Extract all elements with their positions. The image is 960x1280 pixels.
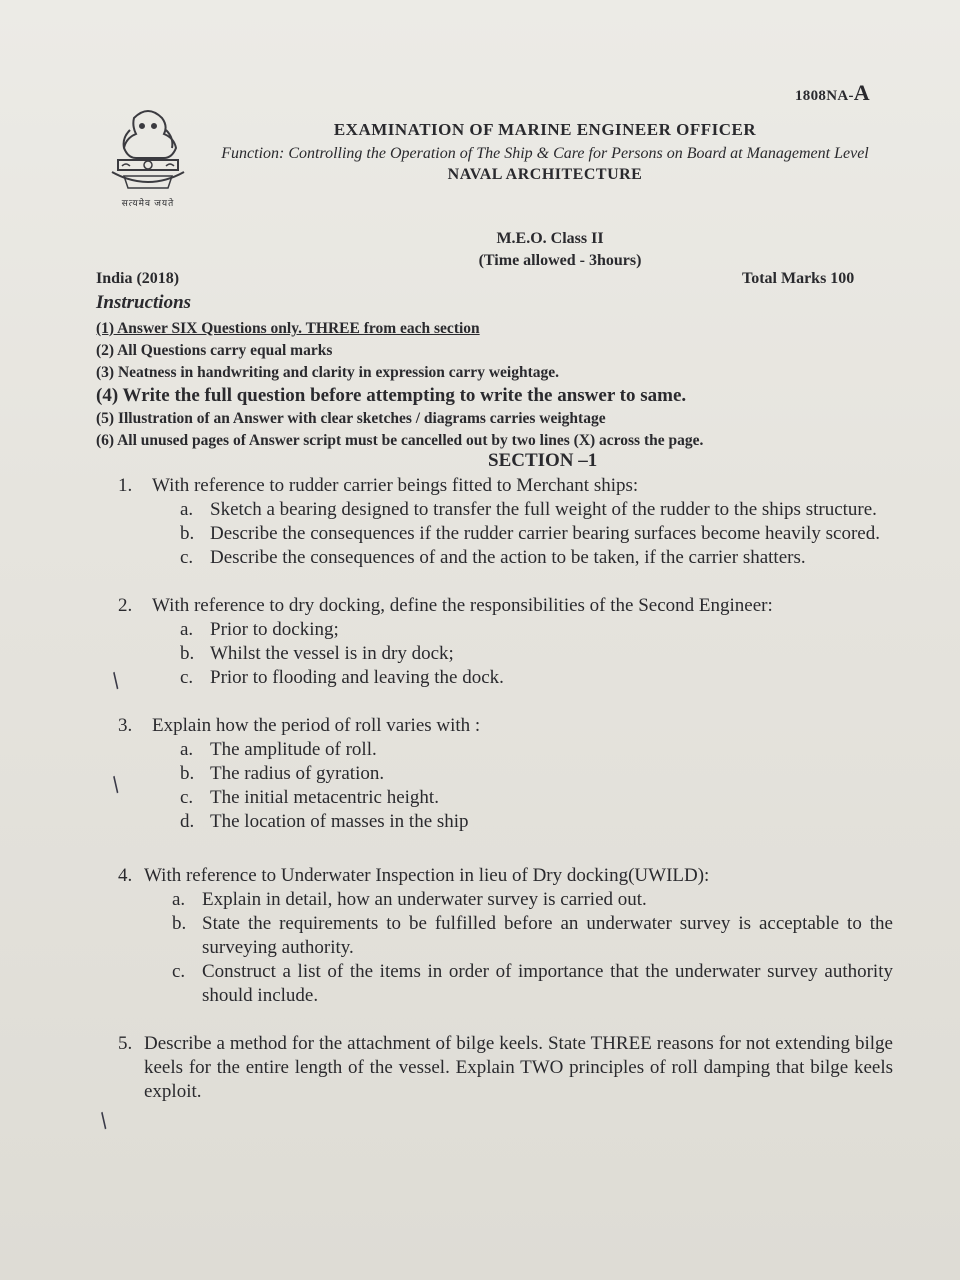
time-allowed: (Time allowed - 3hours) [478,252,642,269]
question-text: With reference to dry docking, define the responsibilities of the Second Engineer: [152,595,773,616]
instruction-item: (4) Write the full question before attempting to write the answer to same. [96,385,687,406]
question-number: 1. [118,475,133,496]
sub-question [180,642,893,666]
paper-code [795,80,870,106]
paper-code-prefix: 1808NA- [795,88,854,104]
sub-question-letter: c. [180,787,194,808]
question [118,864,893,1008]
section-title: SECTION –1 [488,450,598,471]
sub-question [180,522,893,546]
sub-question [180,666,893,690]
sub-question-letter: a. [180,619,194,640]
instruction-item: (1) Answer SIX Questions only. THREE from each section [96,320,480,337]
sub-question [180,498,893,522]
pen-tick-mark-icon: / [106,771,125,797]
sub-question-letter: a. [172,889,186,910]
question-text: Describe a method for the attachment of bilge keels. State THREE reasons for not extending bilge keels for the entire length of the vessel. Explain TWO principles of roll damping that bilge keels exploit. [144,1033,893,1102]
question [118,1032,893,1104]
sub-question-text: Sketch a bearing designed to transfer the full weight of the rudder to the ships structure. [210,499,877,520]
exam-title: EXAMINATION OF MARINE ENGINEER OFFICER [333,120,757,139]
instruction-item: (2) All Questions carry equal marks [96,342,333,359]
question-number: 5. [118,1033,133,1054]
class-block [380,228,720,272]
country-year: India (2018) [96,270,180,287]
sub-question [172,912,893,960]
instruction-item: (5) Illustration of an Answer with clear sketches / diagrams carries weightage [96,410,606,427]
question-text: With reference to rudder carrier beings fitted to Merchant ships: [152,475,639,496]
sub-question-letter: b. [180,523,195,544]
paper-code-suffix: A [853,80,870,105]
total-marks: Total Marks 100 [742,270,855,287]
lion-capital-icon [104,100,192,194]
sub-question-text: Describe the consequences if the rudder carrier bearing surfaces become heavily scored. [210,523,880,544]
sub-question-letter: b. [180,643,195,664]
sub-question [180,546,893,570]
question [118,714,893,834]
instructions-heading: Instructions [96,292,192,313]
national-emblem [104,100,192,212]
sub-question-text: Prior to docking; [210,619,339,640]
sub-question-letter: b. [180,763,195,784]
question-number: 4. [118,865,133,886]
sub-question-text: State the requirements to be fulfilled before an underwater survey is acceptable to the surveying authority. [202,913,893,958]
sub-question-text: The amplitude of roll. [210,739,377,760]
instruction-item: (6) All unused pages of Answer script must be cancelled out by two lines (X) across the page. [96,432,704,449]
sub-question-text: Construct a list of the items in order of importance that the underwater survey authority should include. [202,961,893,1006]
sub-question-text: Prior to flooding and leaving the dock. [210,667,504,688]
question-text: Explain how the period of roll varies with : [152,715,481,736]
question-text: With reference to Underwater Inspection in lieu of Dry docking(UWILD): [144,865,710,886]
sub-question [180,762,893,786]
sub-question [172,888,893,912]
question-number: 3. [118,715,133,736]
sub-question-letter: c. [180,667,194,688]
sub-question-text: Explain in detail, how an underwater survey is carried out. [202,889,647,910]
sub-question-text: The location of masses in the ship [210,811,469,832]
sub-question [180,738,893,762]
sub-question-text: The initial metacentric height. [210,787,439,808]
subject-title: NAVAL ARCHITECTURE [447,166,643,183]
class-name: M.E.O. Class II [496,230,604,247]
sub-question [180,810,893,834]
function-line: Function: Controlling the Operation of The Ship & Care for Persons on Board at Management Level [221,145,869,162]
question-number: 2. [118,595,133,616]
sub-question-letter: a. [180,739,194,760]
sub-question-letter: d. [180,811,195,832]
pen-tick-mark-icon: / [94,1107,113,1133]
instruction-item: (3) Neatness in handwriting and clarity in expression carry weightage. [96,364,559,381]
emblem-caption: सत्यमेव जयते [121,198,175,208]
sub-question-text: Describe the consequences of and the action to be taken, if the carrier shatters. [210,547,806,568]
sub-question-letter: c. [180,547,194,568]
instructions-list [96,318,896,452]
sub-question-text: The radius of gyration. [210,763,385,784]
question [118,474,893,570]
question [118,594,893,690]
questions-list [118,474,893,1104]
sub-question-text: Whilst the vessel is in dry dock; [210,643,454,664]
sub-question-letter: c. [172,961,186,982]
sub-question [180,618,893,642]
pen-tick-mark-icon: / [106,667,125,693]
sub-question [180,786,893,810]
exam-header [220,120,870,184]
sub-question-letter: b. [172,913,187,934]
sub-question [172,960,893,1008]
sub-question-letter: a. [180,499,194,520]
